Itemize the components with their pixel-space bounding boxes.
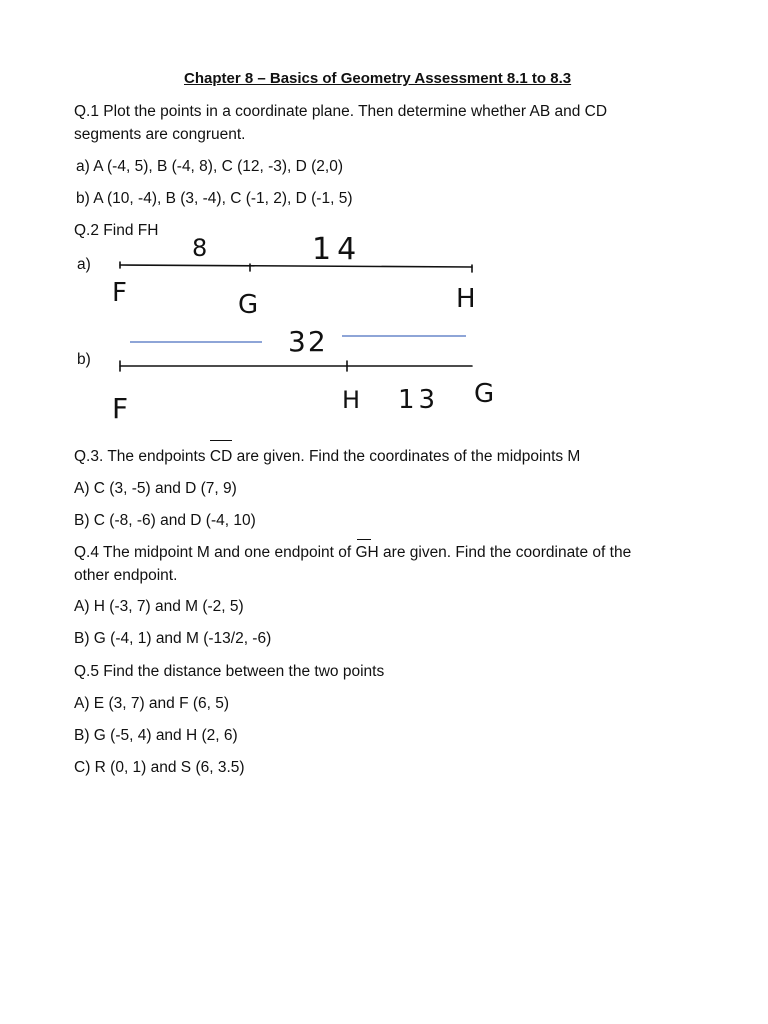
q4-segment: GH: [355, 543, 378, 563]
q4-text-line1: [74, 543, 631, 563]
fig-a-label-g: G: [238, 290, 259, 320]
page-title: Chapter 8 – Basics of Geometry Assessment 8.1 to 8.3: [184, 70, 572, 87]
q2-part-a-label: a): [77, 256, 91, 273]
q3-text: [74, 447, 580, 467]
q5-heading: Q.5 Find the distance between the two points: [74, 663, 385, 680]
q3-text-pre: Q.3. The endpoints: [74, 448, 210, 465]
overline-gh: [357, 539, 370, 540]
q1-part-a: a) A (-4, 5), B (-4, 8), C (12, -3), D (2,0): [76, 158, 344, 175]
q3-segment: CD: [210, 447, 232, 467]
q4-part-b: B) G (-4, 1) and M (-13/2, -6): [74, 630, 272, 647]
fig-a-label-f: F: [112, 278, 127, 308]
fig-b-hg-length: 13: [398, 385, 440, 415]
q1-text-line2: segments are congruent.: [74, 126, 246, 143]
fig-b-fg-length: 32: [288, 325, 328, 358]
fig-a-fg-length: 8: [192, 234, 208, 262]
q4-text-pre: Q.4 The midpoint M and one endpoint of: [74, 544, 356, 561]
fig-b-label-h: H: [342, 386, 361, 414]
q5-part-b: B) G (-5, 4) and H (2, 6): [74, 727, 238, 744]
q2-part-b-label: b): [77, 351, 91, 368]
segment-fh-a: [120, 265, 472, 267]
q5-part-c: C) R (0, 1) and S (6, 3.5): [74, 759, 245, 776]
fig-a-label-h: H: [456, 284, 476, 314]
q1-text-line1: Q.1 Plot the points in a coordinate plane. Then determine whether AB and CD: [74, 103, 608, 120]
q4-part-a: A) H (-3, 7) and M (-2, 5): [74, 598, 244, 615]
q3-part-a: A) C (3, -5) and D (7, 9): [74, 480, 237, 497]
q1-part-b: b) A (10, -4), B (3, -4), C (-1, 2), D (-1, 5): [76, 190, 353, 207]
q4-text-post: are given. Find the coordinate of the: [378, 544, 632, 561]
overline-cd: [210, 440, 232, 441]
q3-part-b: B) C (-8, -6) and D (-4, 10): [74, 512, 256, 529]
fig-b-label-f: F: [112, 392, 129, 425]
fig-b-label-g: G: [474, 379, 495, 409]
q2-heading: Q.2 Find FH: [74, 222, 159, 239]
fig-a-gh-length: 14: [312, 232, 363, 267]
q4-text-line2: other endpoint.: [74, 567, 178, 584]
q5-part-a: A) E (3, 7) and F (6, 5): [74, 695, 230, 712]
q3-text-post: are given. Find the coordinates of the midpoints M: [232, 448, 581, 465]
